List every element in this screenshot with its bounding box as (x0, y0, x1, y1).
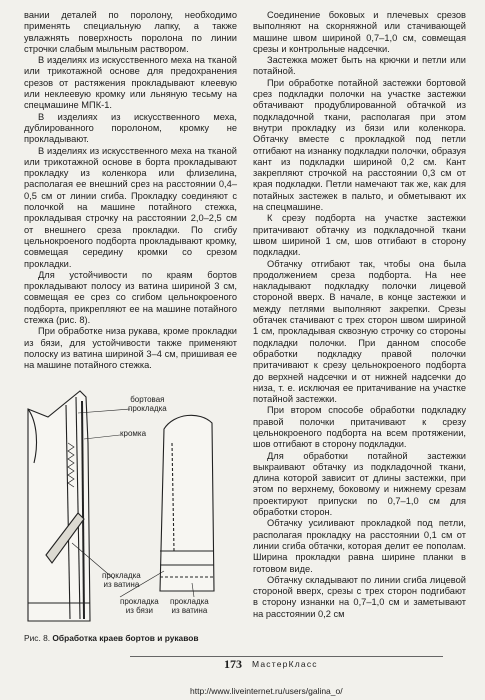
label-board-interfacing: бортовая прокладка (128, 395, 167, 413)
label-batting-strip: прокладка из ватина (102, 571, 141, 589)
label-edge-tape: кромка (120, 429, 147, 438)
magazine-name: МастерКласс (252, 659, 318, 669)
paragraph: Обтачку складывают по линии сгиба лицевой стороной вверх, срезы с трех сторон подгибают в сторону изнанки на 0,7–1,0 см и заметывают на расстоянии 0,2 см (253, 574, 466, 619)
paragraph: При втором способе обработки подкладку правой полочки притачивают к срезу цельнокроеного подборта на всем протяжении, шов отгибают в сторону подкладки. (253, 405, 466, 450)
paragraph: Обтачку усиливают прокладкой под петли, располагая прокладку на расстоянии 0,1 см от линии сгиба обтачки, которая делит ее пополам. Ширина прокладки равна ширине планки в готовом виде. (253, 518, 466, 574)
paragraph: Для обработки потайной застежки выкраивают обтачку из подкладочной ткани, длина которой зависит от длины застежки, при этом по верхнему, боковому и нижнему срезам проектируют припуски по 0,7–1,0 см для обработки сторон. (253, 450, 466, 518)
paragraph: В изделиях из искусственного меха, дублированного поролоном, кромку не прокладывают. (24, 111, 237, 145)
paragraph: Соединение боковых и плечевых срезов выполняют на скорняжной или стачивающей машине швом шириной 0,7–1,0 см, совмещая срезы и контрольные надсечки. (253, 10, 466, 54)
caption-number: Рис. 8. (24, 633, 51, 643)
paragraph: В изделиях из искусственного меха на тканой или трикотажной основе для предохранения срезов от растяжения прокладывают клеевую или неклеевую кромку или льняную тесьму на спецмашине МПК-1. (24, 55, 237, 111)
caption-title: Обработка краев бортов и рукавов (52, 633, 199, 643)
paragraph: Обтачку отгибают так, чтобы она была продолжением среза подборта. На нее накладывают подкладку полочки лицевой стороной вверх. В начале, в конце застежки и между петлями выполняют закрепки. Срезы обтачек стачивают с трех сторон швом шириной 1 см, прокладывая сквозную строчку со стороны подкладки полочки. При данном способе обработки подкладку правой полочки притачивают к срезу цельнокроеного подборта до верхней надсечки и от нижней надсечки до низа, т. е. исключая ее притачивание на участке потайной застежки. (253, 258, 466, 405)
label-calico-interfacing: прокладка из бязи (120, 597, 159, 615)
paragraph: Застежка может быть на крючки и петли или потайной. (253, 55, 466, 77)
paragraph: К срезу подборта на участке застежки притачивают обтачку из подкладочной ткани швом шириной 1 см, шов отгибают в сторону подкладки. (253, 213, 466, 258)
paragraph: При обработке потайной застежки бортовой срез подкладки полочки на участке застежки обтачивают продублированной обтачкой из подкладочной ткани, располагая при этом внутри прокладку из бязи или коленкора. Обтачку вместе с прокладкой под петли отгибают на изнанку подкладки полочки, образуя кант из подкладки шириной 0,2 см. Кант закрепляют строчкой на расстоянии 0,3 см от края подкладки. Петли намечают так же, как для потайных застежек в пальто, и обметывают их на спецмашине. (253, 77, 466, 213)
page-number: 173 (224, 657, 242, 671)
paragraph: вании деталей по поролону, необходимо применять специальную лапку, а также увлажнять поверхность поролона по линии строчки слабым мыльным раствором. (24, 10, 237, 54)
text-column-left (24, 10, 237, 372)
text-column-right (253, 10, 466, 620)
paragraph: При обработке низа рукава, кроме прокладки из бязи, для устойчивости также применяют полоску из ватина шириной 3–4 см, пришивая ее на машине потайного стежка. (24, 326, 237, 371)
paragraph: В изделиях из искусственного меха на тканой или трикотажной основе в борта прокладывают прокладку из коленкора или флизелина, располагая ее внешний срез на расстоянии 0,4–0,5 см от линии сгиба. Прокладку соединяют с полочкой на машине потайного стежка, прокладывая строчку на расстоянии 2,0–2,5 см от внешнего среза прокладки. По сгибу цельнокроеного подборта прокладывают кромку, совмещая середину кромки со срезом прокладки. (24, 145, 237, 269)
footer-divider (130, 656, 443, 657)
watermark-url[interactable]: http://www.liveinternet.ru/users/galina_o/ (190, 686, 343, 696)
garment-diagram (24, 383, 237, 628)
figure-caption (24, 633, 199, 643)
paragraph: Для устойчивости по краям бортов прокладывают полосу из ватина шириной 3 см, совмещая ее срез со сгибом цельнокроеного подборта, прикрепляют ее на машине потайного стежка (рис. 8). (24, 269, 237, 326)
figure-8 (24, 383, 237, 628)
label-batting-sleeve: прокладка из ватина (170, 597, 209, 615)
